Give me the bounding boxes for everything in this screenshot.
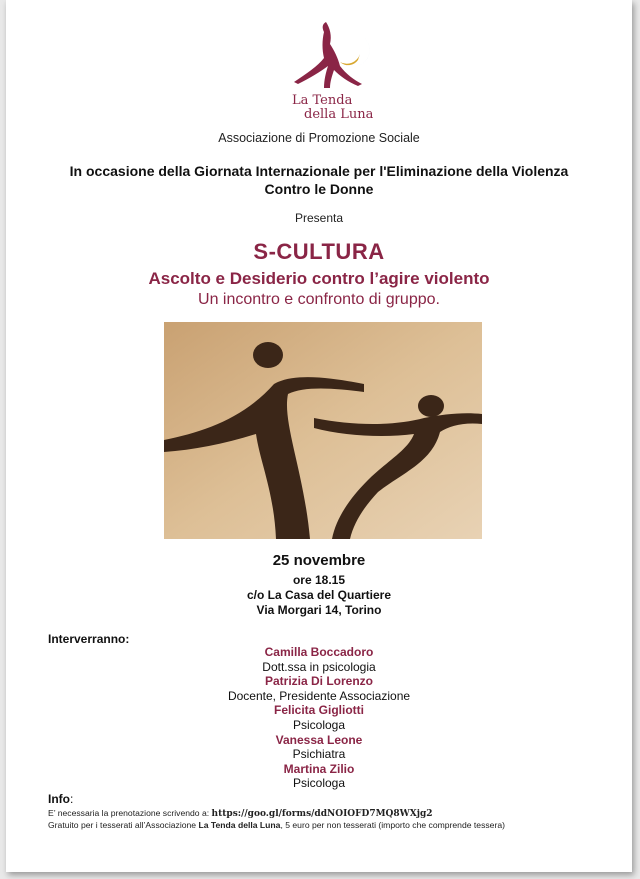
event-address: Via Morgari 14, Torino: [256, 603, 382, 617]
speaker-role: Docente, Presidente Associazione: [227, 688, 411, 703]
speaker-role: Psicologa: [292, 717, 346, 732]
sculpture-photo: [164, 322, 482, 539]
event-subtitle: Ascolto e Desiderio contro l’agire violento: [148, 269, 490, 288]
event-date: 25 novembre: [272, 552, 366, 569]
info-colon: :: [70, 792, 74, 806]
speakers-label: Interverranno:: [48, 632, 130, 646]
info-label: [48, 792, 73, 806]
event-time: ore 18.15: [292, 573, 346, 587]
presents-text: Presenta: [294, 211, 344, 225]
logo-line2: della Luna: [304, 107, 374, 122]
speaker-role: Psicologa: [292, 776, 346, 791]
event-venue: c/o La Casa del Quartiere: [246, 588, 392, 602]
speaker-name: Felicita Gigliotti: [273, 703, 364, 718]
association-type: Associazione di Promozione Sociale: [218, 131, 420, 145]
pricing-text-prefix: Gratuito per i tesserati all’Associazione: [48, 820, 199, 830]
dancer-moon-icon: [274, 14, 384, 122]
speaker-role: Dott.ssa in psicologia: [262, 659, 376, 674]
speaker-name: Camilla Boccadoro: [264, 645, 374, 659]
booking-link[interactable]: https://goo.gl/forms/ddNOIOFD7MQ8WXjg2: [211, 809, 433, 819]
event-title: S-CULTURA: [253, 239, 385, 264]
occasion-text: In occasione della Giornata Internazionale per l'Eliminazione della Violenza Contro le Donne: [69, 163, 569, 197]
speaker-name: Patrizia Di Lorenzo: [264, 674, 374, 689]
pricing-association-name: La Tenda della Luna: [198, 820, 281, 830]
info-label-text: Info: [48, 792, 70, 806]
speaker-name: Martina Zilio: [283, 761, 355, 776]
flyer-page: [6, 0, 632, 872]
pricing-text-suffix: , 5 euro per non tesserati (importo che comprende tessera): [280, 820, 505, 830]
logo-line1: La Tenda: [292, 93, 353, 108]
speaker-name: Vanessa Leone: [275, 732, 363, 747]
pricing-info: [48, 820, 505, 830]
booking-info: [48, 808, 433, 819]
booking-text: E’ necessaria la prenotazione scrivendo a:: [48, 808, 212, 818]
speakers-list: [6, 645, 632, 791]
association-logo: [274, 14, 384, 122]
speaker-role: Psichiatra: [292, 747, 346, 762]
event-tagline: Un incontro e confronto di gruppo.: [198, 291, 440, 308]
